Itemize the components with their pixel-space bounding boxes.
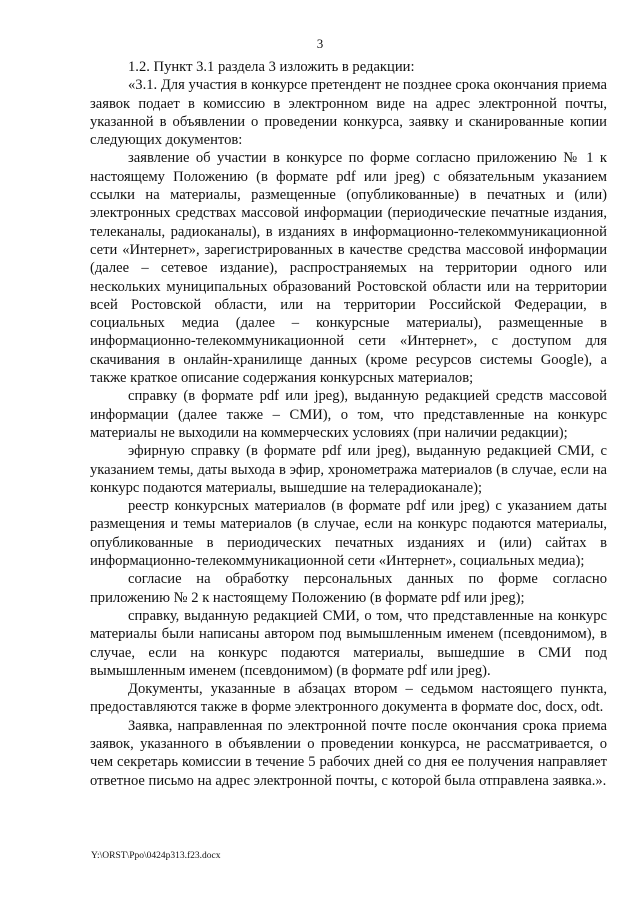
paragraph-pseudonym-certificate: справку, выданную редакцией СМИ, о том, что представленные на конкурс материалы были написаны автором под вымышленным именем (псевдонимом), в случае, если на конкурс подаются материалы, вышедшие в СМИ под вымышленным именем (псевдонимом) (в формате pdf или jpeg).: [90, 607, 607, 679]
page-number: 3: [316, 36, 324, 51]
footer-file-path: Y:\ORST\Ppo\0424p313.f23.docx: [91, 851, 221, 861]
paragraph-clause-3-1: «3.1. Для участия в конкурсе претендент не позднее срока окончания приема заявок подает в комиссию в электронном виде на адрес электронной почты, указанной в объявлении о проведении конкурса, заявку и сканированные копии следующих документов:: [90, 77, 607, 149]
paragraph-amendment-intro: 1.2. Пункт 3.1 раздела 3 изложить в редакции:: [128, 59, 415, 75]
paragraph-application-statement: заявление об участии в конкурсе по форме согласно приложению № 1 к настоящему Положению (в формате pdf или jpeg) с обязательным указанием ссылки на материалы, размещенные (опубликованные) в печатных и (или) электронных средствах массовой информации (периодические печатные издания, телеканалы, радиоканалы), в изданиях в информационно-телекоммуникационной сети «Интернет», зарегистрированных в качестве средства массовой информации (далее – сетевое издание), распространяемых на территории одного или нескольких муниципальных образований Ростовской области или на территории всей Ростовской области, или на территории Российской Федерации, в социальных медиа (далее – конкурсные материалы), размещенные в информационно-телекоммуникационной сети «Интернет», с доступом для скачивания в онлайн-хранилище данных (кроме ресурсов системы Google), а также краткое описание содержания конкурсных материалов;: [90, 150, 607, 387]
paragraph-electronic-format: Документы, указанные в абзацах втором – седьмом настоящего пункта, предоставляются также в форме электронного документа в формате doc, docx, odt.: [90, 681, 607, 716]
paragraph-media-certificate: справку (в формате pdf или jpeg), выданную редакцией средств массовой информации (далее также – СМИ), о том, что представленные на конкурс материалы не выходили на коммерческих условиях (при наличии редакции);: [90, 388, 607, 441]
paragraph-late-application: Заявка, направленная по электронной почте после окончания срока приема заявок, указанного в объявлении о проведении конкурса, не рассматривается, о чем секретарь комиссии в течение 5 рабочих дней со дня ее получения направляет ответное письмо на адрес электронной почты, с которой была отправлена заявка.».: [90, 717, 607, 789]
paragraph-personal-data-consent: согласие на обработку персональных данных по форме согласно приложению № 2 к настоящему Положению (в формате pdf или jpeg);: [90, 571, 607, 606]
paragraph-broadcast-certificate: эфирную справку (в формате pdf или jpeg), выданную редакцией СМИ, с указанием темы, даты выхода в эфир, хронометража материалов (в случае, если на конкурс подаются материалы, вышедшие на телерадиоканале);: [90, 443, 607, 496]
document-body: [90, 58, 607, 790]
paragraph-materials-register: реестр конкурсных материалов (в формате pdf или jpeg) с указанием даты размещения и темы материалов (в случае, если на конкурс подаются материалы, опубликованные в периодических печатных изданиях и (или) сайтах в информационно-телекоммуникационной сети «Интернет», социальных медиа);: [90, 498, 607, 570]
